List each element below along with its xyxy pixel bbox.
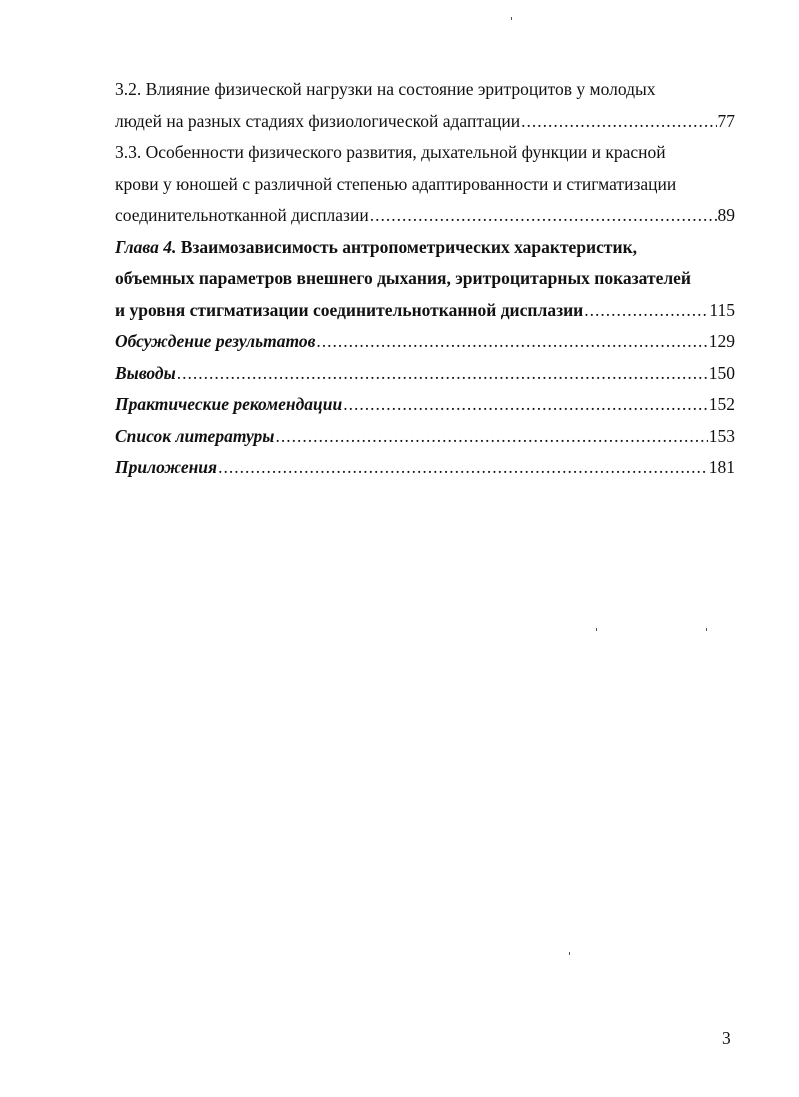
toc-entry-text: Приложения [115, 457, 218, 477]
toc-page-number: 77 [717, 110, 735, 131]
toc-entry-3-3-line-2: крови у юношей с различной степенью адаптированности и стигматизации [115, 173, 677, 194]
dot-leader [177, 358, 708, 390]
toc-entry-text: соединительнотканной дисплазии [115, 205, 369, 225]
toc-chapter-4-line-3 [115, 295, 735, 327]
toc-entry-3-2-line-1: 3.2. Влияние физической нагрузки на состояние эритроцитов у молодых [115, 79, 656, 99]
toc-chapter-4-line-1 [115, 232, 735, 264]
toc-entry-conclusions [115, 358, 735, 390]
toc-entry-recommendations [115, 389, 735, 421]
dot-leader [521, 106, 716, 138]
toc-chapter-4-line-2: объемных параметров внешнего дыхания, эритроцитарных показателей [115, 268, 692, 288]
dot-leader [343, 389, 708, 421]
dot-leader [218, 452, 708, 484]
dot-leader [275, 421, 707, 453]
toc-page-number: 150 [708, 362, 735, 383]
toc-entry-appendices [115, 452, 735, 484]
page-number: 3 [722, 1028, 731, 1048]
toc-page-number: 89 [717, 205, 735, 225]
toc-entry-3-3-line-3 [115, 200, 735, 232]
toc-entry-text: Практические рекомендации [115, 394, 343, 414]
chapter-title-start: Взаимозависимость антропометрических характеристик, [180, 236, 638, 257]
chapter-label: Глава 4. [115, 236, 177, 257]
dot-leader [316, 326, 707, 358]
toc-entry-discussion [115, 326, 735, 358]
toc-entry-references [115, 421, 735, 453]
toc-entry-3-2-line-2 [115, 106, 735, 138]
toc-entry-text: Список литературы [115, 425, 275, 446]
scan-speck [511, 17, 512, 20]
toc-entry-text: Выводы [115, 362, 176, 383]
scan-speck [596, 628, 597, 631]
scan-speck [569, 952, 570, 955]
toc-entry-3-3-line-1: 3.3. Особенности физического развития, дыхательной функции и красной [115, 142, 666, 162]
toc-page-number: 152 [708, 394, 735, 414]
toc-page-number: 181 [708, 457, 735, 477]
toc-entry-text: и уровня стигматизации соединительнотканной дисплазии [115, 299, 584, 320]
toc-page-number: 129 [708, 331, 735, 351]
toc-entry-text: людей на разных стадиях физиологической адаптации [115, 110, 521, 131]
toc-page-number: 115 [709, 299, 735, 320]
table-of-contents [115, 74, 735, 484]
scan-speck [706, 628, 707, 631]
toc-entry-text: Обсуждение результатов [115, 331, 316, 351]
dot-leader [370, 200, 717, 232]
dot-leader [584, 295, 708, 327]
toc-page-number: 153 [708, 425, 735, 446]
